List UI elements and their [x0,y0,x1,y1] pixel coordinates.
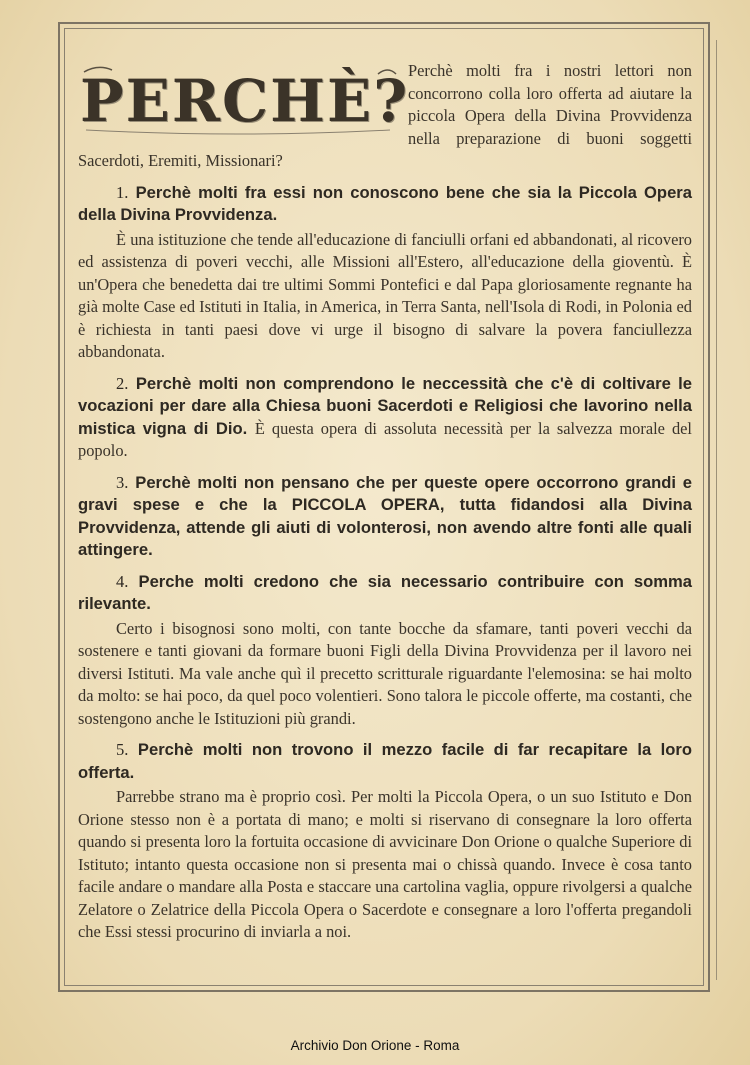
section-2-question-text: Perchè molti non comprendono le neccessità che c'è di coltivare le vocazioni per dare alla Chiesa buoni Sacerdoti e Religiosi che lavorino nella mistica vigna di Dio. [78,373,692,438]
section-5-question-text: Perchè molti non trovono il mezzo facile di far recapitare la loro offerta. [78,740,692,782]
section-2-answer: È questa opera di assoluta necessità per la salvezza morale del popolo. [78,418,692,460]
section-5-question [78,739,692,784]
section-1-number: 1. [116,182,129,202]
page-edge-line [716,40,717,980]
section-4-number: 4. [116,571,129,591]
section-5-answer: Parrebbe strano ma è proprio così. Per molti la Piccola Opera, o un suo Istituto e Don Orione stesso non è a portata di mano; e molti si riservano di consegnare la loro offerta quando si presenta loro la fortuita occasione di avvicinare Don Orione o qualche Superiore di Istituto; intanto questa occasione non si presenta mai o chissà quando. Invece è cosa tanto facile andare o mandare alla Posta e staccare una cartolina vaglia, oppure rivolgersi a qualche Zelatore o Zelatrice della Piccola Opera o Sacerdote e consegnare a loro l'offerta pregandoli che Essi stessi procurino di inviarla a noi. [78,787,692,941]
section-1-question-text: Perchè molti fra essi non conoscono bene che sia la Piccola Opera della Divina Provvidenza. [78,182,692,224]
section-2-question [78,373,692,463]
archive-footer: Archivio Don Orione - Roma [290,1038,460,1053]
section-3-question-text: Perchè molti non pensano che per queste opere occorrono grandi e gravi spese e che la PICCOLA OPERA, tutta fidandosi alla Divina Provvidenza, attende gli aiuti di volonterosi, non avendo altre fonti alle quali attingere. [78,472,692,559]
section-2-number: 2. [116,373,129,393]
section-5-number: 5. [116,740,129,759]
section-4-question-text: Perche molti credono che sia necessario contribuire con somma rilevante. [78,571,692,613]
decorative-title [78,60,410,138]
intro-question: Perchè molti fra i nostri lettori non concorrono colla loro offerta ad aiutare la piccola Opera della Divina Provvidenza nella preparazione di buoni soggetti Sacerdoti, Eremiti, Missionari? [78,61,692,170]
section-3-question [78,472,692,562]
section-4-answer: Certo i bisognosi sono molti, con tante bocche da sfamare, tanti poveri vecchi da sostenere e tanti giovani da formare buoni Figli della Divina Provvidenza per il lavoro nei diversi Istituti. Ma vale anche quì il precetto scritturale riguardante l'elemosina: se hai molto da molto: se hai poco, da quel poco volentieri. Sono talora le piccole offerte, ma costanti, che sostengono anche le Istituzioni più grandi. [78,618,692,728]
section-1-question [78,182,692,227]
page-title: PERCHÈ? [80,67,410,135]
section-4-question [78,571,692,616]
section-1-answer: È una istituzione che tende all'educazione di fanciulli orfani ed abbandonati, al ricovero ed assistenza di poveri vecchi, alle Missioni all'Estero, all'educazione della gioventù. È un'Opera che benedetta dai tre ultimi Sommi Pontefici e dal Papa gloriosamente regnante ha già molte Case ed Istituti in Italia, in America, in Terra Santa, nell'Isola di Rodi, in Polonia ed è richiesta in tanti paesi dove vi urge il bisogno di salvare la povera fanciullezza abbandonata. [78,229,692,361]
document-body [78,60,692,944]
section-3-number: 3. [116,472,129,492]
